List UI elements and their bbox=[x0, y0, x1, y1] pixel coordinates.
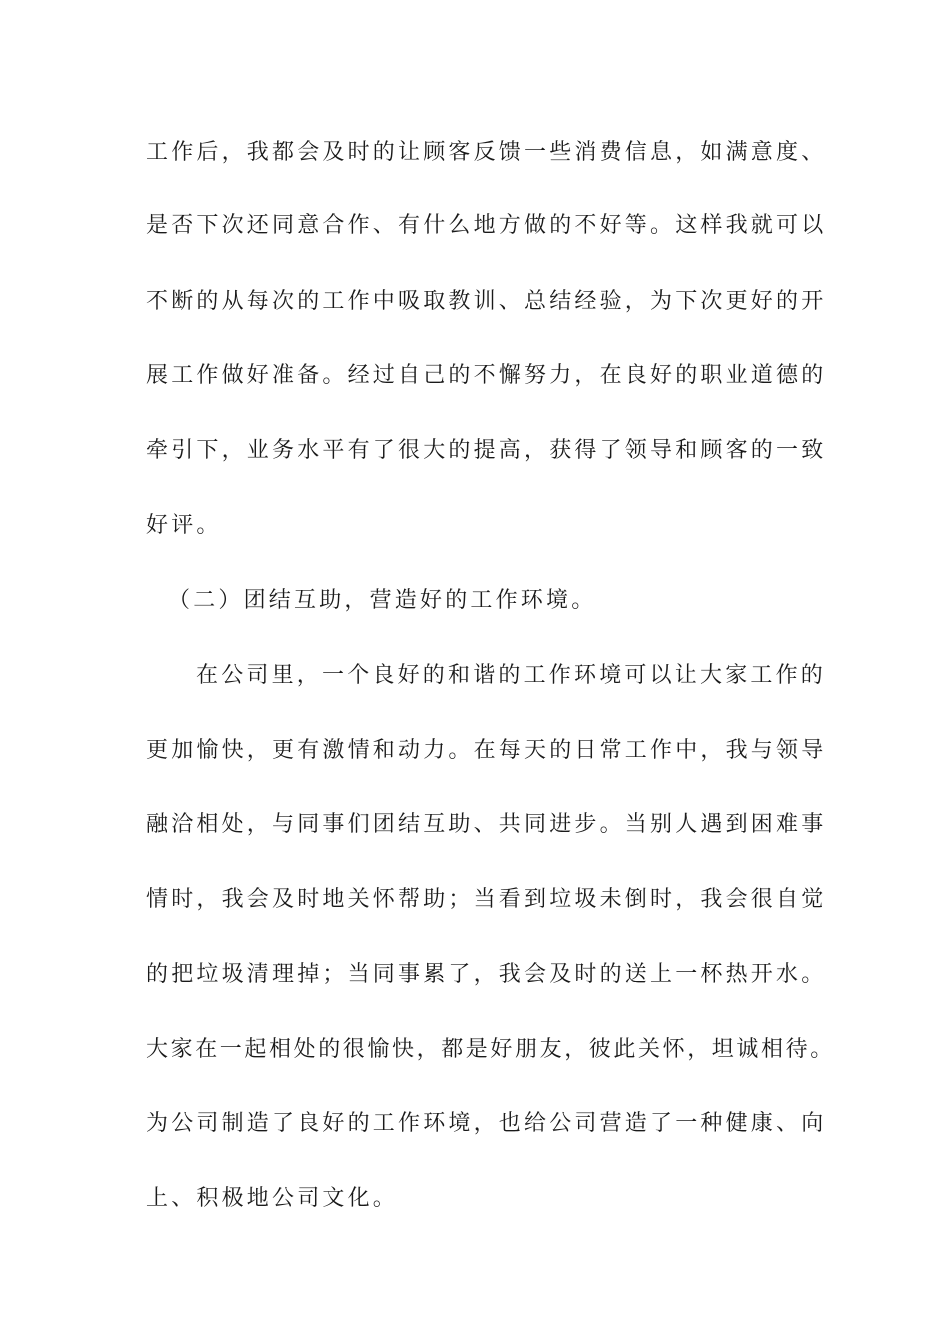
paragraph-line: 大家在一起相处的很愉快，都是好朋友，彼此关怀，坦诚相待。 bbox=[146, 1037, 835, 1062]
section-heading: （二）团结互助，营造好的工作环境。 bbox=[168, 588, 597, 613]
paragraph-line: 牵引下，业务水平有了很大的提高，获得了领导和顾客的一致 bbox=[146, 438, 827, 463]
paragraph-line: 是否下次还同意合作、有什么地方做的不好等。这样我就可以 bbox=[146, 213, 827, 238]
paragraph-line: 工作后，我都会及时的让顾客反馈一些消费信息，如满意度、 bbox=[146, 140, 827, 165]
paragraph-line: 展工作做好准备。经过自己的不懈努力，在良好的职业道德的 bbox=[146, 363, 827, 388]
paragraph-line: 的把垃圾清理掉；当同事累了，我会及时的送上一杯热开水。 bbox=[146, 962, 827, 987]
paragraph-line: 在公司里，一个良好的和谐的工作环境可以让大家工作的 bbox=[196, 663, 827, 688]
paragraph-line: 上、积极地公司文化。 bbox=[146, 1186, 399, 1211]
paragraph-line: 融洽相处，与同事们团结互助、共同进步。当别人遇到困难事 bbox=[146, 812, 827, 837]
paragraph-line: 为公司制造了良好的工作环境，也给公司营造了一种健康、向 bbox=[146, 1111, 827, 1136]
paragraph-line: 情时，我会及时地关怀帮助；当看到垃圾未倒时，我会很自觉 bbox=[146, 887, 827, 912]
paragraph-line: 好评。 bbox=[146, 513, 222, 538]
paragraph-line: 不断的从每次的工作中吸取教训、总结经验，为下次更好的开 bbox=[146, 289, 827, 314]
paragraph-line: 更加愉快，更有激情和动力。在每天的日常工作中，我与领导 bbox=[146, 738, 827, 763]
